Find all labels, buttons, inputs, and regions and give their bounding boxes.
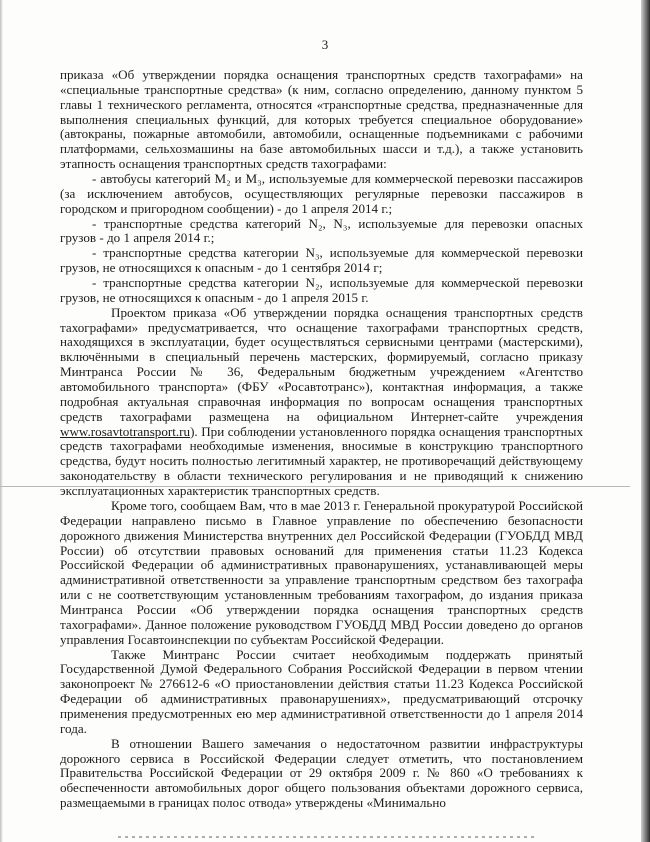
paragraph-draft-order [60,306,583,499]
paragraph-draft-order-part1: Проектом приказа «Об утверждении порядка оснащения транспортных средств тахографами» предусматривается, что оснащение тахографами транспортных средств, находящихся в эксплуатации, будет осуществляться сервисными центрами (мастерскими), включёнными в специальный перечень мастерских, формируемый, согласно приказу Минтранса России № 36, Федеральным бюджетным учреждением «Агентство автомобильного транспорта» (ФБУ «Росавтотранс»), контактная информация, а также подробная актуальная справочная информация по вопросам оснащения транспортных средств тахографами размещена на официальном Интернет-сайте учреждения [60,304,583,424]
paragraph-continuation: приказа «Об утверждении порядка оснащения транспортных средств тахографами» на «специальные транспортные средства» (к ним, согласно определению, данному пунктом 5 главы 1 технического регламента, относятся «транспортные средства, предназначенные для выполнения специальных функций, для которых требуется специальное оборудование» (автокраны, пожарные автомобили, автомобили, оснащенные подъемниками с рабочими платформами, сельхозмашины на базе автомобильных шасси и т.д.), а также установить этапность оснащения транспортных средств тахографами: [60,67,583,172]
body-text [60,68,583,811]
list-item-n2-vehicles: - транспортные средства категории N₂, используемые для коммерческой перевозки грузов, не относящихся к опасным - до 1 апреля 2015 г. [60,275,583,305]
cut-off-bottom-line [118,836,538,838]
paragraph-road-service: В отношении Вашего замечания о недостаточном развитии инфраструктуры дорожного сервиса в Российской Федерации следует отметить, что постановлением Правительства Российской Федерации от 29 октября 2009 г. № 860 «О требованиях к обеспеченности автомобильных дорог общего пользования объектами дорожного сервиса, размещаемыми в границах полос отвода» утверждены «Минимально [60,735,583,811]
list-item-n3-vehicles: - транспортные средства категории N₃, используемые для коммерческой перевозки грузов, не относящихся к опасным - до 1 сентября 2014 г; [60,245,583,276]
scan-left-edge [0,0,3,842]
website-link[interactable]: www.rosavtotransport.ru [60,423,191,439]
page-number: 3 [321,37,329,52]
list-item-buses: - автобусы категорий М₂ и М₃, используемые для коммерческой перевозки пассажиров (за исключением автобусов, осуществляющих регулярные перевозки пассажиров в городском и пригородном сообщении) - до 1 апреля 2014 г.; [60,171,583,216]
paragraph-draft-order-part2: ). При соблюдении установленного порядка оснащения транспортных средств тахографами необходимые изменения, вносимые в конструкцию транспортного средства, будут носить полностью легитимный характер, не противоречащий действующему законодательству в области технического регулирования и не приводящий к снижению эксплуатационных характеристик транспортных средств. [60,423,583,499]
list-item-dangerous-goods: - транспортные средства категорий N₂, N₃, используемые для перевозки опасных грузов - до 1 апреля 2014 г.; [60,215,583,246]
paragraph-draft-law: Также Минтранс России считает необходимым поддержать принятый Государственной Думой Федерального Собрания Российской Федерации в первом чтении законопроект № 276612-6 «О приостановлении действия статьи 11.23 Кодекса Российской Федерации об административных правонарушениях», предусматривающий отсрочку применения предусмотренных ею мер административной ответственности до 1 апреля 2014 года. [60,646,583,736]
scan-right-edge [641,0,650,842]
paragraph-prosecutor-letter: Кроме того, сообщаем Вам, что в мае 2013 г. Генеральной прокуратурой Российской Федерации направлено письмо в Главное управление по обеспечению безопасности дорожного движения Министерства внутренних дел Российской Федерации (ГУОБДД МВД России) об отсутствии правовых оснований для применения статьи 11.23 Кодекса Российской Федерации об административных правонарушениях, устанавливающей меры административной ответственности за управление транспортным средством без тахографа или с не соответствующим установленным требованиям тахографом, до издания приказа Минтранса России «Об утверждении порядка оснащения транспортных средств тахографами». Данное положение руководством ГУОБДД МВД России доведено до органов управления Госавтоинспекции по субъектам Российской Федерации. [60,497,583,647]
